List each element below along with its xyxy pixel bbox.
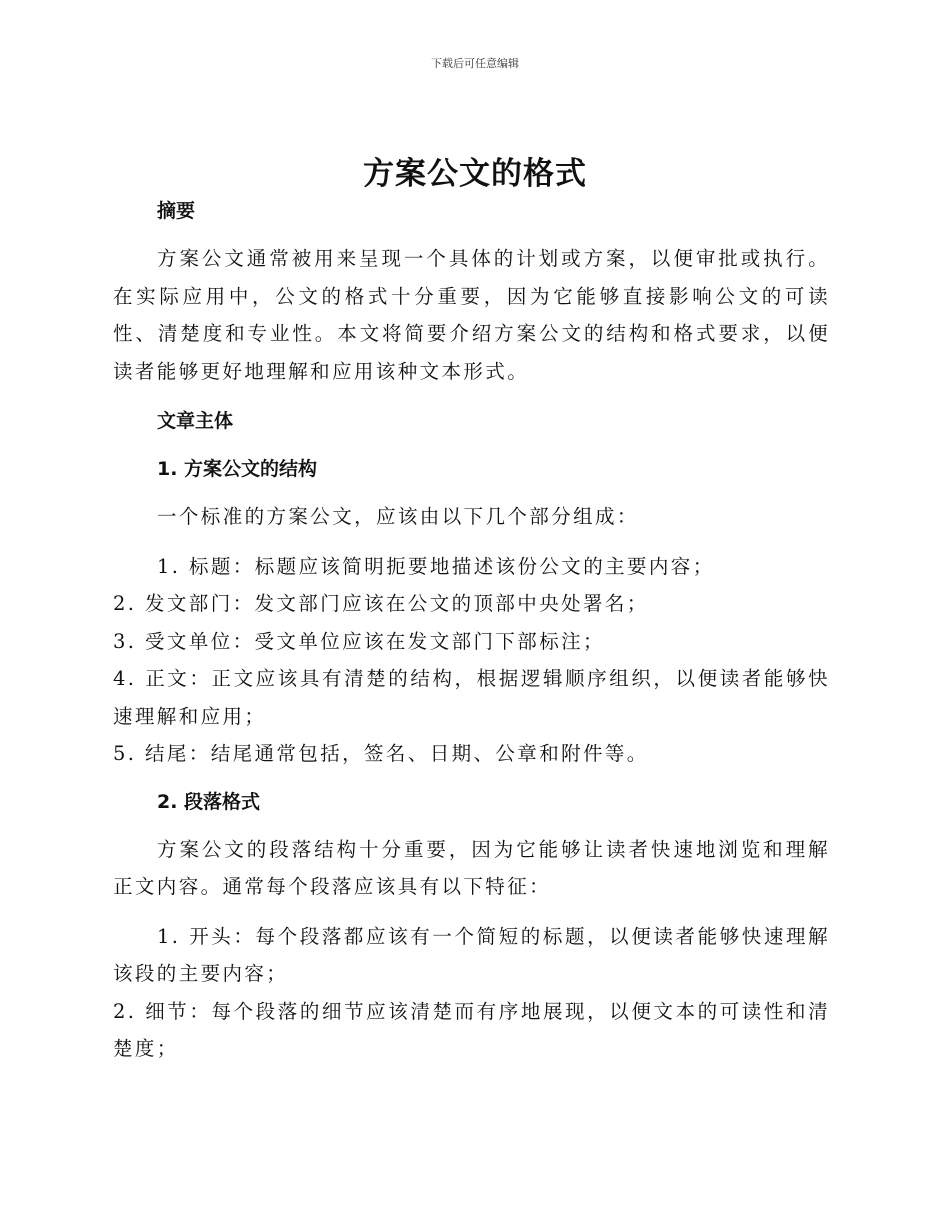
paragraph-format-item: 1. 开头：每个段落都应该有一个简短的标题，以便读者能够快速理解该段的主要内容； xyxy=(113,924,830,985)
structure-heading: 1. 方案公文的结构 xyxy=(157,458,318,480)
document-body xyxy=(113,192,830,1068)
structure-item: 3. 受文单位：受文单位应该在发文部门下部标注； xyxy=(113,629,605,653)
body-heading: 文章主体 xyxy=(157,410,234,432)
structure-item: 1. 标题：标题应该简明扼要地描述该份公文的主要内容； xyxy=(157,554,715,578)
paragraph-format-item: 2. 细节：每个段落的细节应该清楚而有序地展现，以便文本的可读性和清楚度； xyxy=(113,999,830,1060)
abstract-paragraph: 方案公文通常被用来呈现一个具体的计划或方案，以便审批或执行。在实际应用中，公文的格式十分重要，因为它能够直接影响公文的可读性、清楚度和专业性。本文将简要介绍方案公文的结构和格式要求，以便读者能够更好地理解和应用该种文本形式。 xyxy=(113,247,830,383)
header-note: 下载后可任意编辑 xyxy=(431,57,519,70)
structure-intro: 一个标准的方案公文，应该由以下几个部分组成： xyxy=(157,505,639,528)
paragraph-format-heading: 2. 段落格式 xyxy=(157,790,261,813)
structure-item: 2. 发文部门：发文部门应该在公文的顶部中央处署名； xyxy=(113,592,649,615)
document-title: 方案公文的格式 xyxy=(363,156,587,192)
structure-item: 4. 正文：正文应该具有清楚的结构，根据逻辑顺序组织，以便读者能够快速理解和应用； xyxy=(113,667,830,728)
structure-item: 5. 结尾：结尾通常包括，签名、日期、公章和附件等。 xyxy=(113,742,649,765)
paragraph-format-intro: 方案公文的段落结构十分重要，因为它能够让读者快速地浏览和理解正文内容。通常每个段落应该具有以下特征： xyxy=(113,837,830,898)
abstract-heading: 摘要 xyxy=(157,200,196,222)
